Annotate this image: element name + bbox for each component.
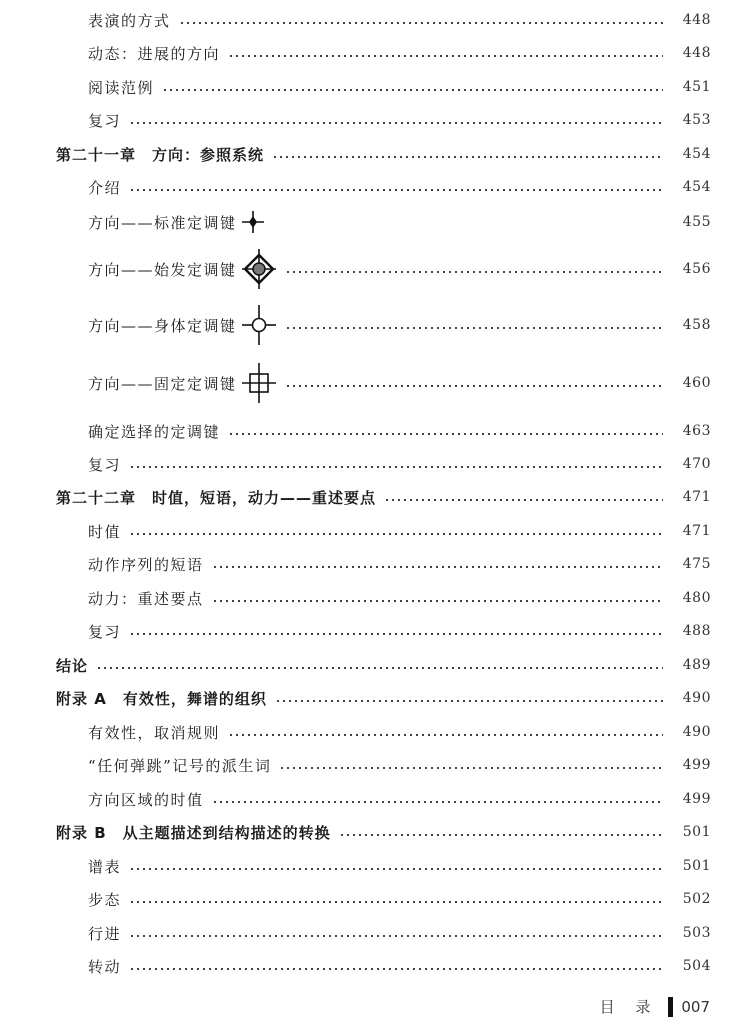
toc-entry[interactable] <box>0 789 750 809</box>
toc-entry-page: 454 <box>682 179 711 195</box>
toc-entry-title: 表演的方式 <box>88 11 171 30</box>
toc-entry-page: 489 <box>682 657 711 673</box>
footer-divider-bar <box>668 997 673 1017</box>
toc-chapter-entry[interactable] <box>0 487 750 507</box>
dot-leader <box>285 271 663 273</box>
toc-entry[interactable] <box>0 77 750 97</box>
dot-leader <box>212 600 663 602</box>
dot-leader <box>129 935 663 937</box>
toc-entry[interactable] <box>0 362 750 404</box>
dot-leader <box>162 89 663 91</box>
dot-leader <box>212 801 663 803</box>
toc-entry-title: 方向——身体定调键 <box>88 316 237 335</box>
toc-entry-title: 有效性，取消规则 <box>88 723 221 742</box>
toc-entry-page: 490 <box>682 690 711 706</box>
toc-entry-page: 501 <box>682 824 711 840</box>
toc-entry-title: 动作序列的短语 <box>88 555 204 574</box>
dot-leader <box>228 433 663 435</box>
toc-entry[interactable] <box>0 421 750 441</box>
toc-entry[interactable] <box>0 177 750 197</box>
dot-leader <box>129 968 663 970</box>
toc-entry-page: 471 <box>682 489 711 505</box>
toc-entry-page: 456 <box>682 261 711 277</box>
toc-entry-title: 复习 <box>88 455 122 474</box>
dot-leader <box>212 566 663 568</box>
toc-entry[interactable] <box>0 248 750 290</box>
toc-entry-page: 451 <box>682 79 711 95</box>
body-key-symbol-icon <box>241 304 277 346</box>
toc-entry-title: 介绍 <box>88 178 122 197</box>
dot-leader <box>129 868 663 870</box>
toc-entry-page: 488 <box>682 623 711 639</box>
toc-entry[interactable] <box>0 722 750 742</box>
toc-entry-page: 453 <box>682 112 711 128</box>
toc-entry-page: 448 <box>682 12 711 28</box>
standard-key-symbol-icon <box>241 210 265 234</box>
toc-chapter-entry[interactable] <box>0 655 750 675</box>
dot-leader <box>228 734 663 736</box>
dot-leader <box>179 22 663 24</box>
toc-entry[interactable] <box>0 454 750 474</box>
toc-entry[interactable] <box>0 956 750 976</box>
toc-entry-page: 463 <box>682 423 711 439</box>
toc-entry[interactable] <box>0 621 750 641</box>
toc-entry-title: 附录 B 从主题描述到结构描述的转换 <box>56 823 331 842</box>
toc-entry-page: 503 <box>682 925 711 941</box>
toc-entry-title: 确定选择的定调键 <box>88 422 221 441</box>
toc-entry-title: 方向——标准定调键 <box>88 213 237 232</box>
toc-entry-title: 附录 A 有效性，舞谱的组织 <box>56 689 267 708</box>
toc-entry-page: 504 <box>682 958 711 974</box>
dot-leader <box>275 700 663 702</box>
toc-entry-page: 460 <box>682 375 711 391</box>
toc-entry-title: 第二十一章 方向：参照系统 <box>56 145 265 164</box>
dot-leader <box>129 189 663 191</box>
toc-entry[interactable] <box>0 588 750 608</box>
page-footer <box>600 996 710 1017</box>
toc-entry-title: 结论 <box>56 656 89 675</box>
dot-leader <box>129 633 663 635</box>
dot-leader <box>279 767 663 769</box>
toc-entry-title: 时值 <box>88 522 122 541</box>
toc-entry-title: 方向区域的时值 <box>88 790 204 809</box>
dot-leader <box>129 466 663 468</box>
toc-entry-title: 谱表 <box>88 857 122 876</box>
dot-leader <box>384 499 663 501</box>
dot-leader <box>96 667 663 669</box>
toc-entry-page: 499 <box>682 757 711 773</box>
toc-entry[interactable] <box>0 923 750 943</box>
dot-leader <box>339 834 663 836</box>
toc-entry-page: 490 <box>682 724 711 740</box>
toc-entry-page: 480 <box>682 590 711 606</box>
toc-entry-page: 475 <box>682 556 711 572</box>
toc-entry-page: 471 <box>682 523 711 539</box>
toc-entry[interactable] <box>0 856 750 876</box>
toc-entry-page: 470 <box>682 456 711 472</box>
toc-entry-page: 501 <box>682 858 711 874</box>
toc-entry-page: 499 <box>682 791 711 807</box>
toc-entry[interactable] <box>0 208 750 236</box>
toc-entry-title: “任何弹跳”记号的派生词 <box>88 756 272 775</box>
toc-entry-page: 455 <box>682 214 711 230</box>
toc-entry[interactable] <box>0 521 750 541</box>
toc-entry-title: 第二十二章 时值，短语，动力——重述要点 <box>56 488 377 507</box>
toc-entry[interactable] <box>0 755 750 775</box>
dot-leader <box>129 122 663 124</box>
toc-entry[interactable] <box>0 43 750 63</box>
toc-chapter-entry[interactable] <box>0 144 750 164</box>
toc-entry[interactable] <box>0 110 750 130</box>
section-label: 目 录 <box>599 998 659 1016</box>
toc-entry-title: 转动 <box>88 957 122 976</box>
dot-leader <box>285 385 663 387</box>
toc-entry-page: 502 <box>682 891 711 907</box>
fixed-key-symbol-icon <box>241 362 277 404</box>
toc-entry-title: 复习 <box>88 111 122 130</box>
dot-leader <box>129 533 663 535</box>
dot-leader <box>285 327 663 329</box>
toc-entry-title: 动态：进展的方向 <box>88 44 221 63</box>
toc-entry-title: 阅读范例 <box>88 78 155 97</box>
toc-entry[interactable] <box>0 10 750 30</box>
toc-entry-title: 方向——固定定调键 <box>88 374 237 393</box>
toc-entry-title: 动力：重述要点 <box>88 589 204 608</box>
toc-entry-page: 448 <box>682 45 711 61</box>
dot-leader <box>228 55 663 57</box>
initial-key-symbol-icon <box>241 248 277 290</box>
dot-leader <box>129 901 663 903</box>
toc-chapter-entry[interactable] <box>0 688 750 708</box>
toc-entry[interactable] <box>0 304 750 346</box>
toc-entry-page: 454 <box>682 146 711 162</box>
toc-entry-page: 458 <box>682 317 711 333</box>
toc-entry-title: 步态 <box>88 890 122 909</box>
toc-entry[interactable] <box>0 554 750 574</box>
page-number: 007 <box>681 997 710 1016</box>
toc-entry[interactable] <box>0 889 750 909</box>
toc-chapter-entry[interactable] <box>0 822 750 842</box>
toc-entry-title: 方向——始发定调键 <box>88 260 237 279</box>
toc-entry-title: 行进 <box>88 924 122 943</box>
toc-entry-title: 复习 <box>88 622 122 641</box>
dot-leader <box>272 156 663 158</box>
